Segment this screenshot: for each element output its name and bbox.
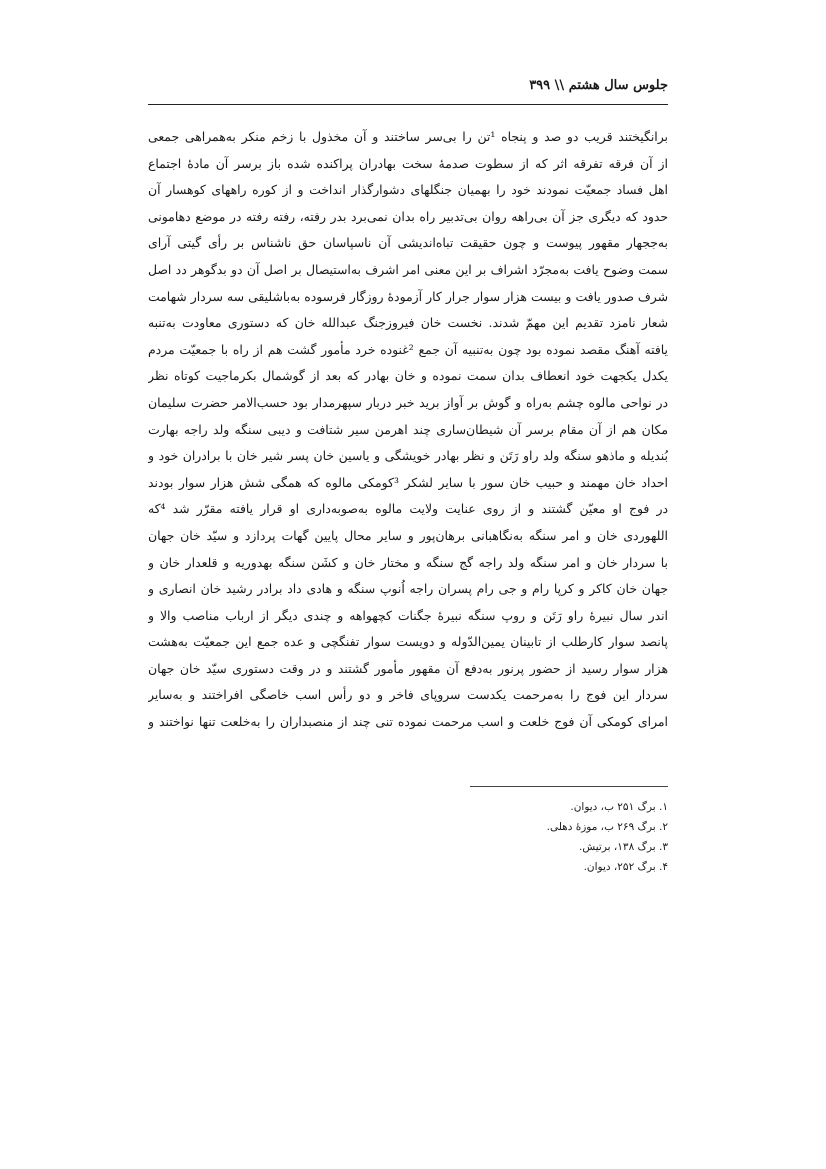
text-line: شعار نامزد تقدیم این مهمّ شدند. نخست خان فیروزجنگ عبدالله خان که دستوری معاودت به‌تنبه <box>148 315 668 331</box>
text-line: سمت وضوح یافت به‌مجرّد اشراف بر این معنی امر اشرف به‌استیصال بر اصل آن دو بدگوهر دد اصل <box>148 261 668 277</box>
header-rule <box>148 104 668 105</box>
text-line: مکان هم از آن مقام برسر آن شیطان‌ساری چند اهرمن سیر شتافت و دیبی سنگه ولد راجه بهارت <box>148 421 668 437</box>
footnotes <box>148 797 668 877</box>
footnote: ۳. برگ ۱۳۸، برتیش. <box>579 841 668 853</box>
text-line: اندر سال نبیرهٔ راو رَتَن و روپ سنگه نبیرهٔ جگنات کچهواهه و چندی دیگر از ارباب مناصب والا و <box>148 607 668 623</box>
running-head: جلوس سال هشتم \\ ۳۹۹ <box>529 78 668 93</box>
text-line: با سردار خان و امر سنگه ولد راجه گج سنگه و مختار خان و کشَن سنگه بهدوریه و قلعدار خان و <box>148 554 668 570</box>
footnote: ۱. برگ ۲۵۱ ب، دیوان. <box>570 801 668 813</box>
text-line: در فوج او معیّن گشتند و از روی عنایت ولایت مالوه به‌صوبه‌داری او قرار یافته مقرّر شد ⁴که <box>148 501 668 517</box>
text-line: بُندیله و ماذهو سنگه ولد راو رَتَن و نظر بهادر خویشگی و یاسین خان پسر شیر خان با برادران خود و <box>148 448 668 464</box>
text-line: امرای کومکی آن فوج خلعت و اسب مرحمت نموده تنی چند از منصبداران را به‌خلعت تنها نواختند و <box>148 714 668 730</box>
text-line: در نواحی مالوه چشم به‌راه و گوش بر آواز برید خبر دربار سپهرمدار بود حسب‌الامر حضرت سلیمان <box>148 394 668 410</box>
text-line: هزار سوار رسید از حضور پرنور به‌دفع آن مقهور مأمور گشتند و در وقت دستوری سیّد خان جهان <box>148 660 668 676</box>
text-line: یکدل یکجهت خود انعطاف بدان سمت نموده و خان بهادر که بعد از گوشمال بکرماجیت کوتاه نظر <box>148 368 668 384</box>
text-line: حدود که دیگری جز آن بی‌راهه روان بی‌تدبیر راه بدان نمی‌برد بدر رفته، رفته رفته در موضع دهامونی <box>148 208 668 224</box>
text-line: شرف صدور یافت و بیست هزار سوار جرار کار آزمودهٔ روزگار فرسوده به‌باشلیقی سه سردار شهامت <box>148 288 668 304</box>
text-line: سردار این فوج را به‌مرحمت یکدست سروپای فاخر و دو رأس اسب خاصگی افراختند و به‌سایر <box>148 687 668 703</box>
main-text <box>148 124 668 736</box>
text-line: اللهوردی خان و امر سنگه به‌نگاهبانی برهان‌پور و سایر محال پایین گهات پردازد و سیّد خان جهان <box>148 527 668 543</box>
text-line: برانگیختند قریب دو صد و پنجاه ¹تن را بی‌سر ساختند و آن مخذول با زخم منکر به‌همراهی جمعی <box>148 129 668 144</box>
footnote: ۲. برگ ۲۶۹ ب، موزهٔ دهلی. <box>546 821 668 833</box>
text-line: پانصد سوار کارطلب از تابینان یمین‌الدّوله و دویست سوار تفنگچی و عده جمع این جمعیّت به‌هشت <box>148 634 668 650</box>
text-line: به‌ججهار مقهور پیوست و چون حقیقت تباه‌اندیشی آن ناسپاسان حق ناشناس بر رأی گیتی آرای <box>148 235 668 251</box>
text-line: یافته آهنگ مقصد نموده بود چون به‌تنبیه آن جمع ²غنوده خرد مأمور گشت هم از راه با جمعیّت مردم <box>148 341 668 357</box>
text-line: احداد خان مهمند و حبیب خان سور با سایر لشکر ³کومکی مالوه که همگی شش هزار سوار بودند <box>148 474 668 490</box>
text-line: اهل فساد جمعیّت نمودند خود را بهمیان جنگلهای دشوارگذار انداخت و از کوره راههای کوهسار آن <box>148 182 668 198</box>
text-line: از آن فرقه تفرقه اثر که از سطوت صدمهٔ سخت بهادران پراکنده شده باز برسر آن مادهٔ اجتماع <box>148 155 668 171</box>
footnote-rule <box>470 786 668 787</box>
text-line: جهان خان کاکر و کرپا رام و جی رام پسران راجه اُنوپ سنگه و هادی داد برادر رشید خان انصاری و <box>148 581 668 597</box>
footnote: ۴. برگ ۲۵۲، دیوان. <box>583 861 668 873</box>
